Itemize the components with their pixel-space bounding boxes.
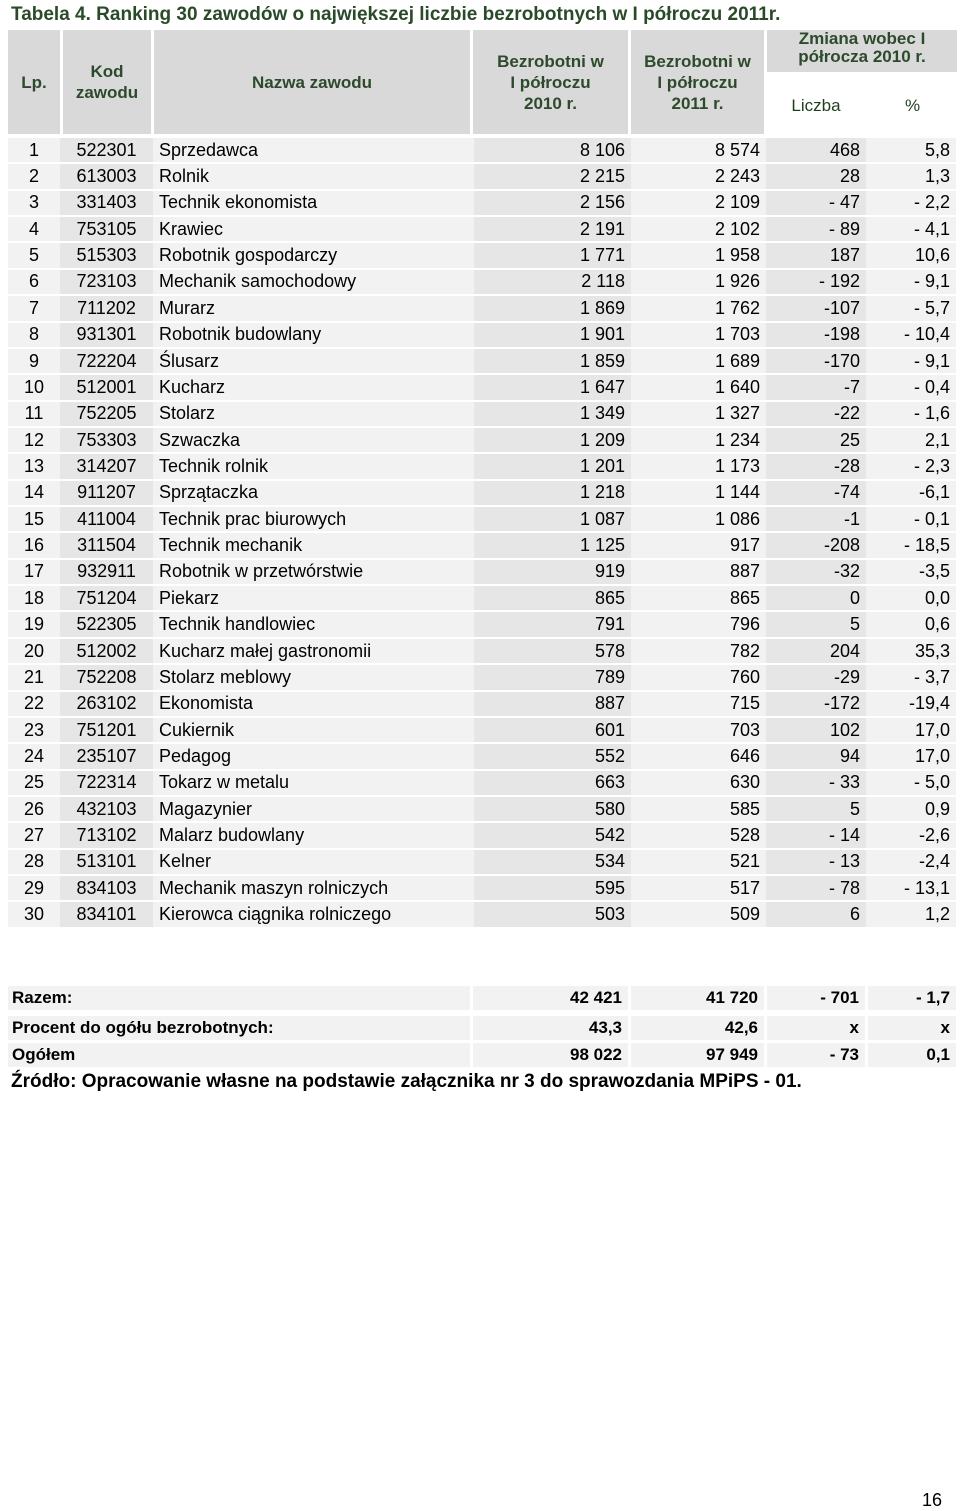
cell-nazwa: Murarz — [153, 296, 474, 322]
table-row — [8, 270, 956, 296]
cell-kod: 411004 — [60, 507, 153, 533]
cell-nazwa: Mechanik samochodowy — [153, 270, 474, 296]
cell-lp: 20 — [8, 639, 60, 665]
cell-bezrobotni-2010: 919 — [474, 560, 631, 586]
cell-bezrobotni-2011: 646 — [631, 744, 766, 770]
cell-procent: 17,0 — [866, 744, 956, 770]
cell-lp: 21 — [8, 665, 60, 691]
table-row — [8, 771, 956, 797]
table-row — [8, 454, 956, 480]
header-zmiana: Zmiana wobec I półrocza 2010 r. — [767, 30, 957, 72]
cell-bezrobotni-2011: 1 234 — [631, 428, 766, 454]
cell-nazwa: Szwaczka — [153, 428, 474, 454]
cell-liczba: 468 — [766, 138, 866, 164]
cell-liczba: -7 — [766, 375, 866, 401]
cell-bezrobotni-2010: 595 — [474, 876, 631, 902]
cell-bezrobotni-2010: 663 — [474, 771, 631, 797]
cell-nazwa: Kucharz — [153, 375, 474, 401]
cell-kod: 263102 — [60, 692, 153, 718]
cell-liczba: 25 — [766, 428, 866, 454]
cell-procent: - 13,1 — [866, 876, 956, 902]
cell-lp: 12 — [8, 428, 60, 454]
cell-lp: 26 — [8, 797, 60, 823]
table-row — [8, 850, 956, 876]
cell-kod: 751204 — [60, 586, 153, 612]
table-row — [8, 560, 956, 586]
cell-kod: 722204 — [60, 349, 153, 375]
cell-bezrobotni-2010: 503 — [474, 902, 631, 928]
cell-lp: 23 — [8, 718, 60, 744]
ogolem-label: Ogółem — [8, 1043, 470, 1067]
cell-lp: 11 — [8, 402, 60, 428]
cell-lp: 27 — [8, 823, 60, 849]
cell-bezrobotni-2010: 1 859 — [474, 349, 631, 375]
cell-lp: 3 — [8, 191, 60, 217]
cell-lp: 15 — [8, 507, 60, 533]
cell-liczba: -22 — [766, 402, 866, 428]
table-row — [8, 296, 956, 322]
cell-bezrobotni-2010: 1 087 — [474, 507, 631, 533]
cell-nazwa: Sprzedawca — [153, 138, 474, 164]
cell-liczba: -198 — [766, 323, 866, 349]
razem-liczba: - 701 — [767, 986, 865, 1010]
cell-kod: 834101 — [60, 902, 153, 928]
table-row — [8, 243, 956, 269]
cell-liczba: 5 — [766, 612, 866, 638]
table-row — [8, 639, 956, 665]
totals-row-procent — [8, 1016, 956, 1040]
cell-lp: 7 — [8, 296, 60, 322]
table-row — [8, 718, 956, 744]
cell-lp: 1 — [8, 138, 60, 164]
cell-procent: 5,8 — [866, 138, 956, 164]
table-row — [8, 797, 956, 823]
cell-lp: 13 — [8, 454, 60, 480]
cell-kod: 753303 — [60, 428, 153, 454]
cell-procent: 0,9 — [866, 797, 956, 823]
cell-lp: 28 — [8, 850, 60, 876]
razem-procent: - 1,7 — [868, 986, 956, 1010]
cell-kod: 834103 — [60, 876, 153, 902]
cell-bezrobotni-2010: 542 — [474, 823, 631, 849]
cell-bezrobotni-2011: 1 144 — [631, 481, 766, 507]
cell-bezrobotni-2010: 1 209 — [474, 428, 631, 454]
cell-bezrobotni-2011: 585 — [631, 797, 766, 823]
cell-bezrobotni-2010: 791 — [474, 612, 631, 638]
totals-row-razem — [8, 986, 956, 1010]
header-kod: Kod zawodu — [63, 30, 151, 134]
cell-procent: - 5,7 — [866, 296, 956, 322]
procent-procent: x — [868, 1016, 956, 1040]
cell-liczba: 102 — [766, 718, 866, 744]
cell-nazwa: Pedagog — [153, 744, 474, 770]
cell-bezrobotni-2011: 521 — [631, 850, 766, 876]
table-row — [8, 402, 956, 428]
cell-nazwa: Ekonomista — [153, 692, 474, 718]
header-lp: Lp. — [8, 30, 60, 134]
cell-kod: 613003 — [60, 164, 153, 190]
cell-liczba: 5 — [766, 797, 866, 823]
ogolem-b2011: 97 949 — [631, 1043, 764, 1067]
cell-bezrobotni-2010: 580 — [474, 797, 631, 823]
cell-bezrobotni-2011: 1 327 — [631, 402, 766, 428]
procent-label: Procent do ogółu bezrobotnych: — [8, 1016, 470, 1040]
cell-lp: 2 — [8, 164, 60, 190]
cell-bezrobotni-2010: 2 215 — [474, 164, 631, 190]
cell-lp: 4 — [8, 217, 60, 243]
cell-procent: - 0,4 — [866, 375, 956, 401]
cell-liczba: -28 — [766, 454, 866, 480]
cell-bezrobotni-2010: 865 — [474, 586, 631, 612]
cell-nazwa: Mechanik maszyn rolniczych — [153, 876, 474, 902]
cell-kod: 522305 — [60, 612, 153, 638]
cell-nazwa: Robotnik budowlany — [153, 323, 474, 349]
cell-lp: 14 — [8, 481, 60, 507]
cell-liczba: - 33 — [766, 771, 866, 797]
cell-nazwa: Technik handlowiec — [153, 612, 474, 638]
ranking-table — [8, 138, 956, 929]
page-number: 16 — [921, 1490, 942, 1510]
source-note: Źródło: Opracowanie własne na podstawie załącznika nr 3 do sprawozdania MPiPS - 01. — [11, 1071, 802, 1092]
ogolem-b2010: 98 022 — [473, 1043, 628, 1067]
cell-procent: 17,0 — [866, 718, 956, 744]
cell-bezrobotni-2011: 528 — [631, 823, 766, 849]
cell-liczba: 28 — [766, 164, 866, 190]
cell-bezrobotni-2011: 703 — [631, 718, 766, 744]
cell-nazwa: Robotnik gospodarczy — [153, 243, 474, 269]
cell-procent: 35,3 — [866, 639, 956, 665]
table-row — [8, 191, 956, 217]
cell-procent: - 2,2 — [866, 191, 956, 217]
cell-kod: 752208 — [60, 665, 153, 691]
cell-bezrobotni-2011: 917 — [631, 533, 766, 559]
cell-kod: 711202 — [60, 296, 153, 322]
cell-procent: 0,6 — [866, 612, 956, 638]
cell-procent: -2,4 — [866, 850, 956, 876]
cell-liczba: -1 — [766, 507, 866, 533]
cell-liczba: -29 — [766, 665, 866, 691]
cell-bezrobotni-2011: 509 — [631, 902, 766, 928]
cell-kod: 751201 — [60, 718, 153, 744]
cell-nazwa: Piekarz — [153, 586, 474, 612]
cell-nazwa: Robotnik w przetwórstwie — [153, 560, 474, 586]
table-row — [8, 586, 956, 612]
cell-bezrobotni-2011: 1 640 — [631, 375, 766, 401]
cell-kod: 752205 — [60, 402, 153, 428]
cell-kod: 932911 — [60, 560, 153, 586]
cell-bezrobotni-2011: 715 — [631, 692, 766, 718]
cell-bezrobotni-2011: 1 173 — [631, 454, 766, 480]
cell-nazwa: Tokarz w metalu — [153, 771, 474, 797]
cell-kod: 713102 — [60, 823, 153, 849]
cell-kod: 331403 — [60, 191, 153, 217]
cell-nazwa: Cukiernik — [153, 718, 474, 744]
header-bezrobotni-2011: Bezrobotni w I półroczu 2011 r. — [631, 30, 764, 134]
cell-liczba: 187 — [766, 243, 866, 269]
cell-bezrobotni-2011: 865 — [631, 586, 766, 612]
cell-liczba: - 13 — [766, 850, 866, 876]
cell-bezrobotni-2010: 8 106 — [474, 138, 631, 164]
cell-bezrobotni-2011: 2 102 — [631, 217, 766, 243]
cell-kod: 512001 — [60, 375, 153, 401]
cell-nazwa: Stolarz — [153, 402, 474, 428]
cell-nazwa: Malarz budowlany — [153, 823, 474, 849]
cell-lp: 10 — [8, 375, 60, 401]
cell-nazwa: Rolnik — [153, 164, 474, 190]
cell-lp: 30 — [8, 902, 60, 928]
cell-procent: 1,2 — [866, 902, 956, 928]
cell-bezrobotni-2011: 796 — [631, 612, 766, 638]
cell-procent: - 0,1 — [866, 507, 956, 533]
cell-nazwa: Kucharz małej gastronomii — [153, 639, 474, 665]
cell-kod: 235107 — [60, 744, 153, 770]
cell-bezrobotni-2010: 1 647 — [474, 375, 631, 401]
cell-procent: - 3,7 — [866, 665, 956, 691]
cell-nazwa: Technik prac biurowych — [153, 507, 474, 533]
cell-lp: 8 — [8, 323, 60, 349]
cell-liczba: -208 — [766, 533, 866, 559]
cell-procent: - 18,5 — [866, 533, 956, 559]
cell-bezrobotni-2010: 789 — [474, 665, 631, 691]
table-row — [8, 138, 956, 164]
cell-lp: 18 — [8, 586, 60, 612]
cell-kod: 512002 — [60, 639, 153, 665]
cell-kod: 311504 — [60, 533, 153, 559]
cell-nazwa: Sprzątaczka — [153, 481, 474, 507]
cell-nazwa: Kelner — [153, 850, 474, 876]
cell-kod: 515303 — [60, 243, 153, 269]
cell-bezrobotni-2011: 782 — [631, 639, 766, 665]
razem-b2011: 41 720 — [631, 986, 764, 1010]
cell-lp: 17 — [8, 560, 60, 586]
cell-lp: 22 — [8, 692, 60, 718]
cell-lp: 16 — [8, 533, 60, 559]
cell-bezrobotni-2010: 2 191 — [474, 217, 631, 243]
cell-bezrobotni-2011: 1 086 — [631, 507, 766, 533]
cell-liczba: 6 — [766, 902, 866, 928]
cell-nazwa: Technik mechanik — [153, 533, 474, 559]
cell-procent: -6,1 — [866, 481, 956, 507]
table-row — [8, 323, 956, 349]
cell-bezrobotni-2010: 887 — [474, 692, 631, 718]
cell-liczba: - 47 — [766, 191, 866, 217]
cell-bezrobotni-2010: 578 — [474, 639, 631, 665]
table-row — [8, 612, 956, 638]
cell-nazwa: Magazynier — [153, 797, 474, 823]
ogolem-procent: 0,1 — [868, 1043, 956, 1067]
cell-bezrobotni-2010: 2 156 — [474, 191, 631, 217]
cell-procent: -3,5 — [866, 560, 956, 586]
cell-bezrobotni-2011: 517 — [631, 876, 766, 902]
header-liczba: Liczba — [767, 76, 865, 134]
cell-procent: - 5,0 — [866, 771, 956, 797]
procent-b2010: 43,3 — [473, 1016, 628, 1040]
header-procent: % — [868, 76, 957, 134]
cell-lp: 25 — [8, 771, 60, 797]
cell-nazwa: Stolarz meblowy — [153, 665, 474, 691]
cell-nazwa: Kierowca ciągnika rolniczego — [153, 902, 474, 928]
header-nazwa: Nazwa zawodu — [154, 30, 470, 134]
cell-lp: 24 — [8, 744, 60, 770]
table-row — [8, 823, 956, 849]
cell-kod: 723103 — [60, 270, 153, 296]
cell-procent: -2,6 — [866, 823, 956, 849]
cell-liczba: - 192 — [766, 270, 866, 296]
cell-procent: - 1,6 — [866, 402, 956, 428]
cell-bezrobotni-2011: 760 — [631, 665, 766, 691]
cell-liczba: - 78 — [766, 876, 866, 902]
cell-procent: - 9,1 — [866, 349, 956, 375]
cell-bezrobotni-2011: 630 — [631, 771, 766, 797]
razem-b2010: 42 421 — [473, 986, 628, 1010]
cell-lp: 29 — [8, 876, 60, 902]
cell-bezrobotni-2010: 1 349 — [474, 402, 631, 428]
cell-nazwa: Technik ekonomista — [153, 191, 474, 217]
cell-kod: 513101 — [60, 850, 153, 876]
procent-liczba: x — [767, 1016, 865, 1040]
cell-lp: 6 — [8, 270, 60, 296]
table-row — [8, 428, 956, 454]
cell-liczba: 0 — [766, 586, 866, 612]
cell-kod: 722314 — [60, 771, 153, 797]
table-header — [0, 30, 960, 134]
cell-lp: 5 — [8, 243, 60, 269]
cell-procent: - 9,1 — [866, 270, 956, 296]
cell-nazwa: Technik rolnik — [153, 454, 474, 480]
cell-bezrobotni-2011: 2 109 — [631, 191, 766, 217]
table-row — [8, 164, 956, 190]
cell-liczba: -170 — [766, 349, 866, 375]
table-title: Tabela 4. Ranking 30 zawodów o największej liczbie bezrobotnych w I półroczu 2011r. — [11, 4, 781, 25]
cell-bezrobotni-2011: 1 762 — [631, 296, 766, 322]
cell-bezrobotni-2010: 1 869 — [474, 296, 631, 322]
cell-procent: 1,3 — [866, 164, 956, 190]
cell-kod: 931301 — [60, 323, 153, 349]
cell-liczba: -74 — [766, 481, 866, 507]
procent-b2011: 42,6 — [631, 1016, 764, 1040]
table-row — [8, 481, 956, 507]
cell-liczba: 204 — [766, 639, 866, 665]
cell-bezrobotni-2010: 2 118 — [474, 270, 631, 296]
cell-procent: -19,4 — [866, 692, 956, 718]
cell-nazwa: Ślusarz — [153, 349, 474, 375]
cell-bezrobotni-2011: 1 703 — [631, 323, 766, 349]
cell-bezrobotni-2011: 1 958 — [631, 243, 766, 269]
cell-liczba: -172 — [766, 692, 866, 718]
cell-liczba: - 14 — [766, 823, 866, 849]
cell-liczba: 94 — [766, 744, 866, 770]
cell-bezrobotni-2010: 1 901 — [474, 323, 631, 349]
table-row — [8, 507, 956, 533]
cell-bezrobotni-2010: 1 218 — [474, 481, 631, 507]
table-row — [8, 744, 956, 770]
cell-bezrobotni-2011: 1 689 — [631, 349, 766, 375]
cell-liczba: -32 — [766, 560, 866, 586]
cell-bezrobotni-2010: 1 771 — [474, 243, 631, 269]
cell-bezrobotni-2011: 8 574 — [631, 138, 766, 164]
cell-kod: 753105 — [60, 217, 153, 243]
table-row — [8, 533, 956, 559]
cell-bezrobotni-2011: 2 243 — [631, 164, 766, 190]
cell-kod: 432103 — [60, 797, 153, 823]
cell-procent: 10,6 — [866, 243, 956, 269]
cell-nazwa: Krawiec — [153, 217, 474, 243]
cell-bezrobotni-2010: 1 125 — [474, 533, 631, 559]
cell-liczba: -107 — [766, 296, 866, 322]
cell-bezrobotni-2010: 552 — [474, 744, 631, 770]
table-row — [8, 692, 956, 718]
table-row — [8, 217, 956, 243]
header-bezrobotni-2010: Bezrobotni w I półroczu 2010 r. — [473, 30, 628, 134]
table-row — [8, 876, 956, 902]
ogolem-liczba: - 73 — [767, 1043, 865, 1067]
table-row — [8, 375, 956, 401]
table-row — [8, 349, 956, 375]
cell-kod: 314207 — [60, 454, 153, 480]
table-row — [8, 902, 956, 928]
cell-bezrobotni-2011: 1 926 — [631, 270, 766, 296]
cell-lp: 9 — [8, 349, 60, 375]
razem-label: Razem: — [8, 986, 470, 1010]
cell-procent: - 4,1 — [866, 217, 956, 243]
cell-procent: - 10,4 — [866, 323, 956, 349]
cell-bezrobotni-2010: 534 — [474, 850, 631, 876]
cell-procent: - 2,3 — [866, 454, 956, 480]
cell-kod: 911207 — [60, 481, 153, 507]
cell-bezrobotni-2010: 601 — [474, 718, 631, 744]
cell-procent: 2,1 — [866, 428, 956, 454]
cell-procent: 0,0 — [866, 586, 956, 612]
table-row — [8, 665, 956, 691]
cell-kod: 522301 — [60, 138, 153, 164]
cell-bezrobotni-2010: 1 201 — [474, 454, 631, 480]
cell-bezrobotni-2011: 887 — [631, 560, 766, 586]
totals-row-ogolem — [8, 1043, 956, 1067]
cell-liczba: - 89 — [766, 217, 866, 243]
cell-lp: 19 — [8, 612, 60, 638]
